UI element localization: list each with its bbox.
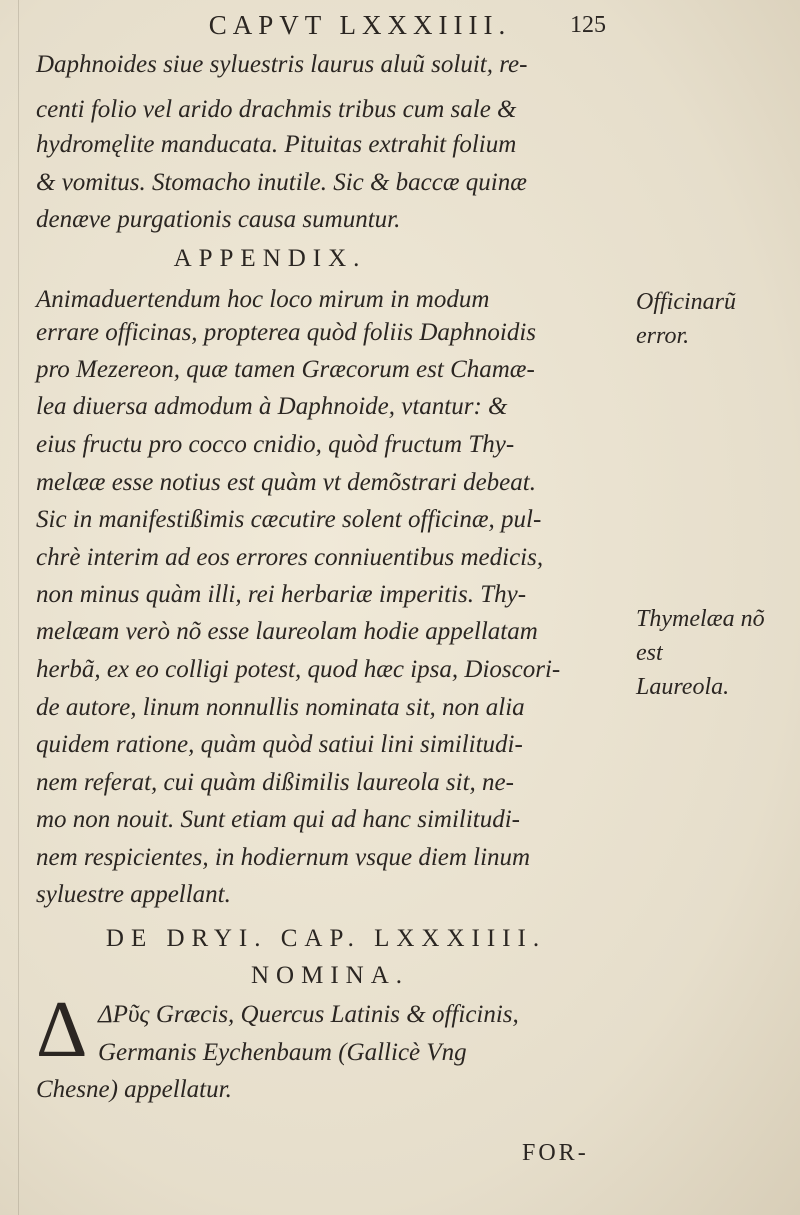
text-line: nem respicientes, in hodiernum vsque diem linum — [36, 844, 531, 871]
text-line: hydromęlite manducata. Pituitas extrahit folium — [36, 131, 517, 158]
text-line: quidem ratione, quàm quòd satiui lini similitudi- — [36, 731, 523, 758]
margin-note: Laureola. — [636, 674, 730, 700]
text-line: Daphnoides siue syluestris laurus aluũ soluit, re- — [36, 51, 528, 78]
text-line: syluestre appellant. — [36, 881, 231, 908]
page-edge-shadow — [18, 0, 19, 1215]
text-line: ΔΡῦς Græcis, Quercus Latinis & officinis, — [98, 1001, 519, 1028]
margin-note: Thymelæa nõ est — [636, 606, 765, 666]
text-line: lea diuersa admodum à Daphnoide, vtantur: & — [36, 393, 508, 420]
appendix-heading: APPENDIX. — [173, 245, 367, 272]
page-number: 125 — [570, 12, 606, 38]
margin-note: Officinarũ error. — [636, 289, 736, 349]
text-line: non minus quàm illi, rei herbariæ imperitis. Thy- — [36, 581, 527, 608]
catchword: FOR- — [522, 1140, 589, 1166]
text-line: de autore, linum nonnullis nominata sit, non alia — [36, 694, 525, 721]
text-line: melæam verò nõ esse laureolam hodie appellatam — [36, 618, 538, 645]
text-line: nem referat, cui quàm dißimilis laureola sit, ne- — [36, 769, 514, 796]
text-line: Sic in manifestißimis cæcutire solent officinæ, pul- — [36, 506, 542, 533]
drop-capital: Δ — [36, 986, 88, 1074]
nomina-heading: NOMINA. — [250, 962, 410, 989]
text-line: Germanis Eychenbaum (Gallicè Vng — [98, 1039, 467, 1066]
text-line: errare officinas, propterea quòd foliis Daphnoidis — [36, 319, 536, 346]
text-line: melææ esse notius est quàm vt demõstrari debeat. — [36, 469, 536, 496]
text-line: pro Mezereon, quæ tamen Græcorum est Chamæ- — [36, 356, 535, 383]
text-line: mo non nouit. Sunt etiam qui ad hanc similitudi- — [36, 806, 521, 833]
chapter-heading: DE DRYI. CAP. LXXXIIII. — [105, 925, 547, 952]
text-line: herbã, ex eo colligi potest, quod hæc ipsa, Dioscori- — [36, 656, 561, 683]
running-header — [0, 10, 800, 44]
text-line: eius fructu pro cocco cnidio, quòd fructum Thy- — [36, 431, 515, 458]
text-line: Animaduertendum hoc loco mirum in modum — [36, 286, 490, 313]
text-line: & vomitus. Stomacho inutile. Sic & baccæ quinæ — [36, 169, 527, 196]
text-line: Chesne) appellatur. — [36, 1076, 232, 1103]
text-line: denæve purgationis causa sumuntur. — [36, 206, 401, 233]
text-line: chrè interim ad eos errores conniuentibus medicis, — [36, 544, 544, 571]
running-title: CAPVT LXXXIIII. — [208, 10, 512, 40]
text-line: centi folio vel arido drachmis tribus cum sale & — [36, 96, 517, 123]
